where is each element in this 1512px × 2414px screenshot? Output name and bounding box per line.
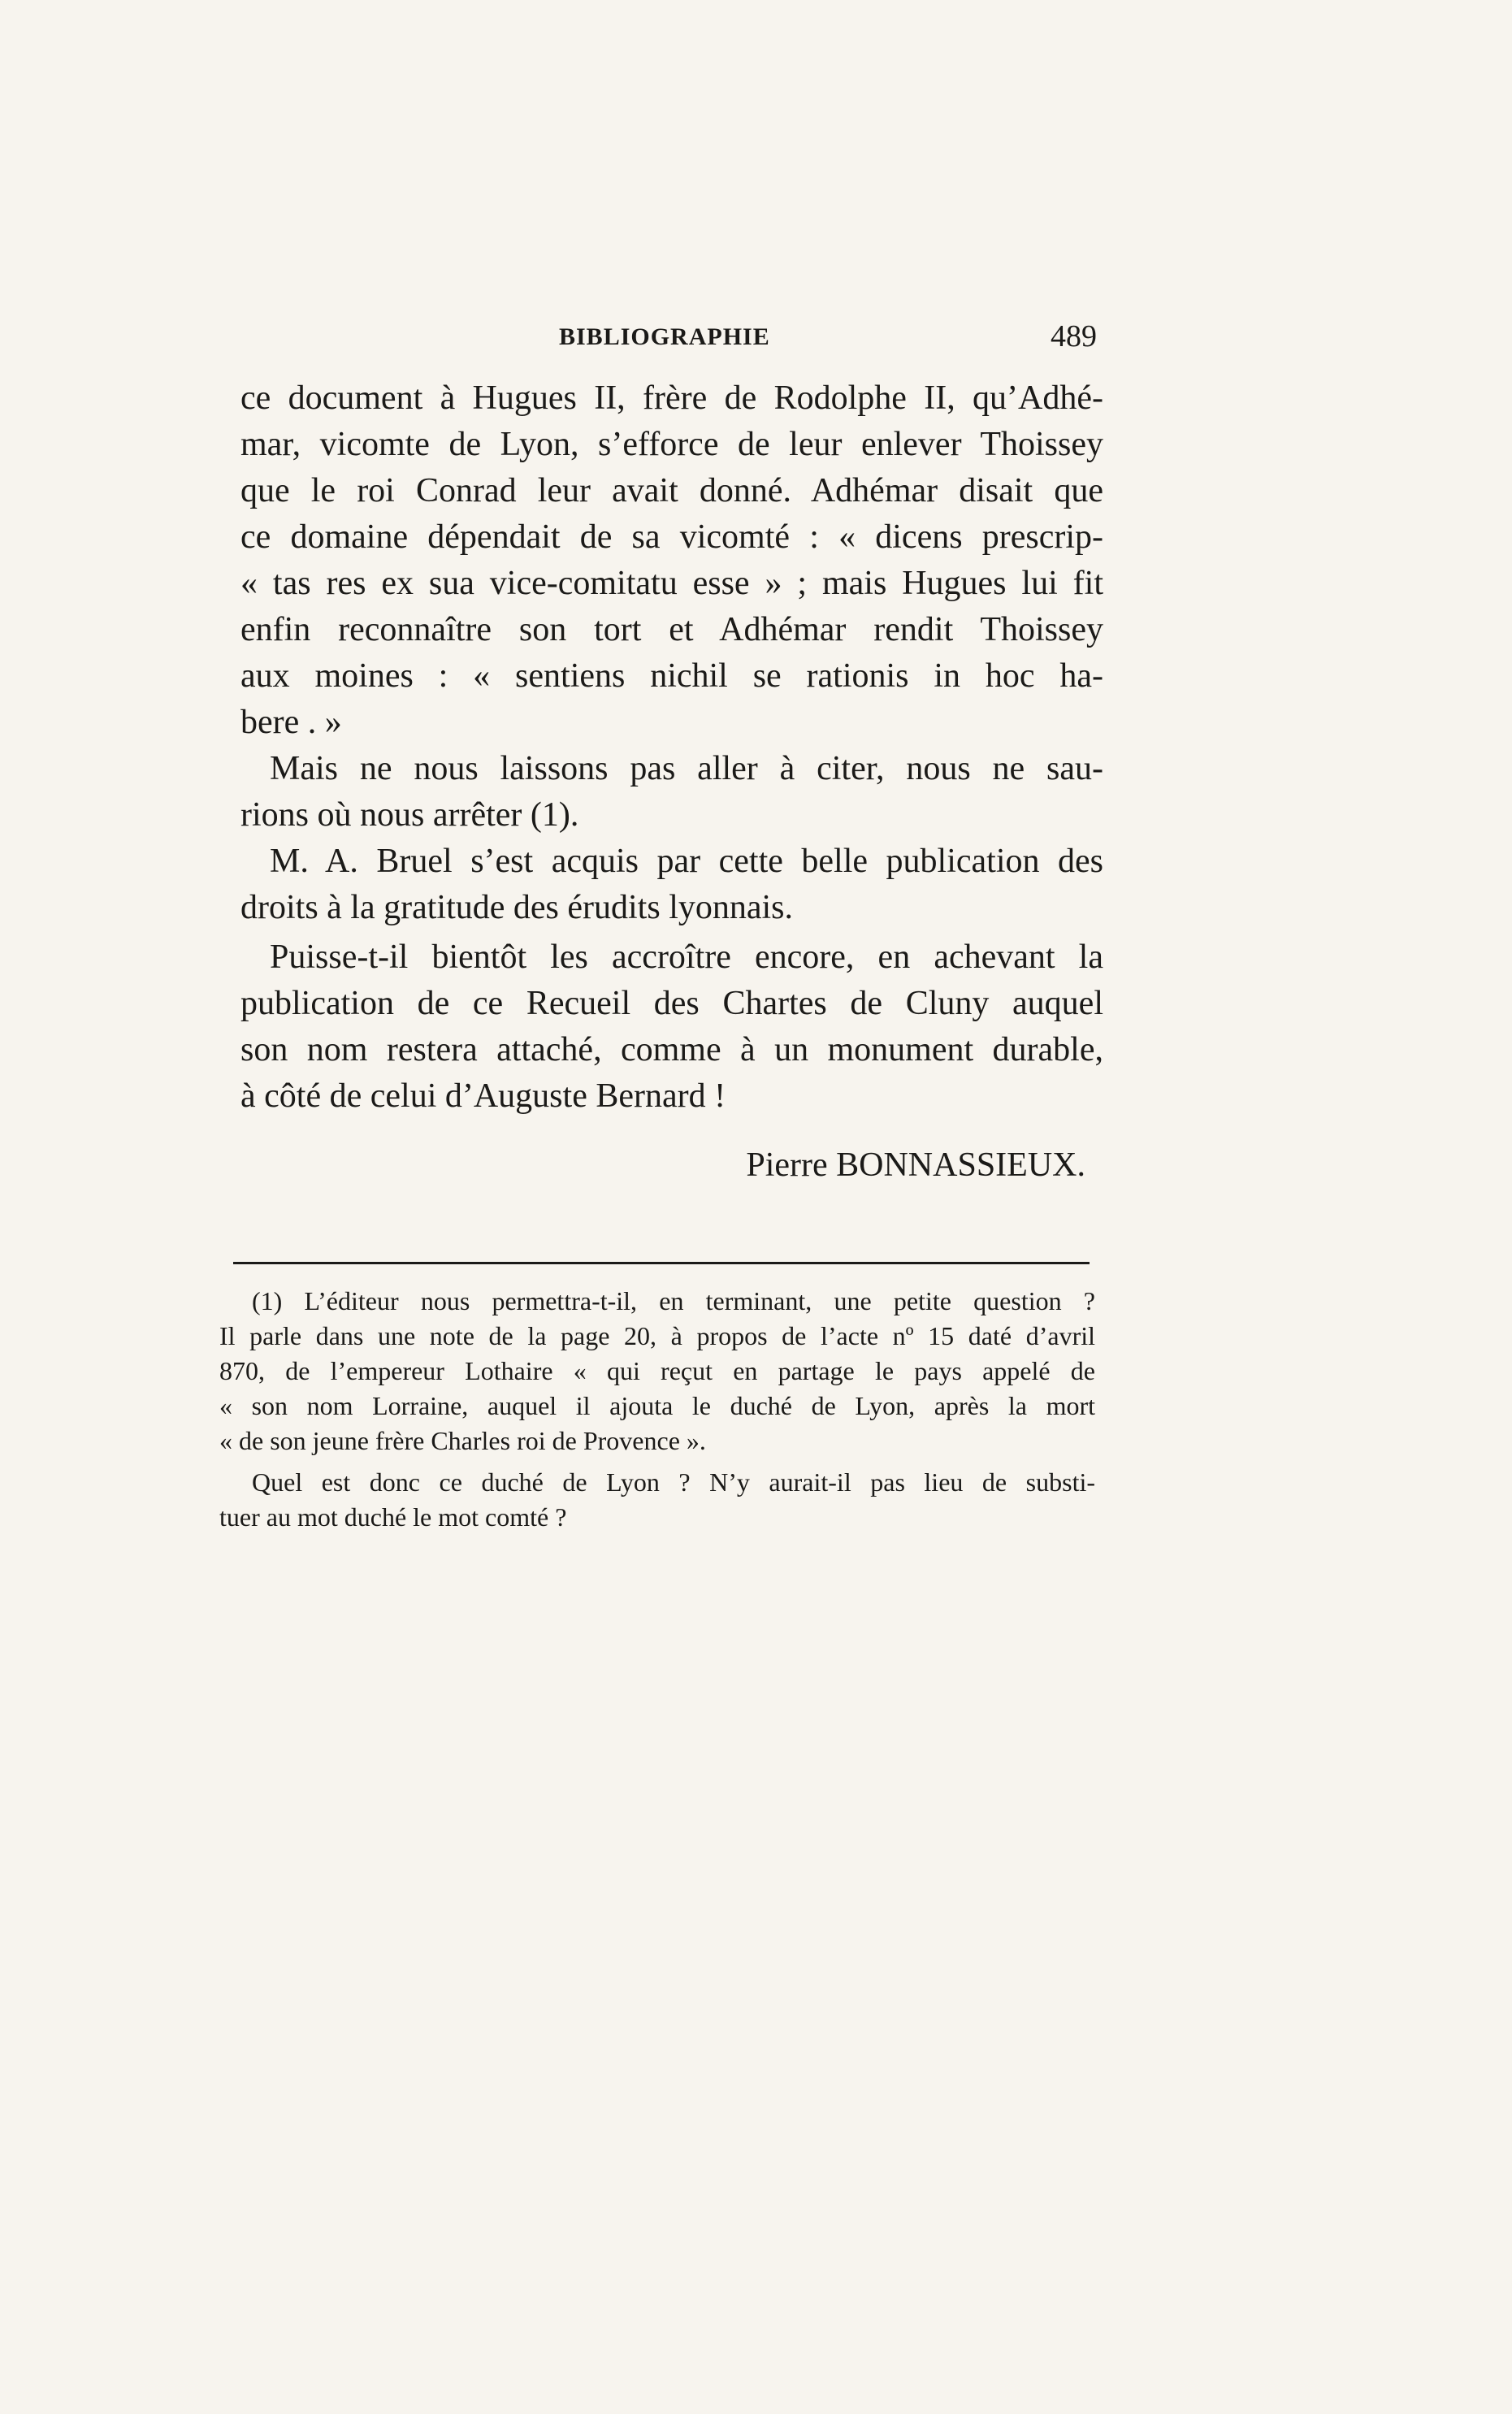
main-text: [240, 375, 1103, 1189]
text-line: ce domaine dépendait de sa vicomté : « dicens prescrip-: [240, 518, 1103, 556]
text-line: enfin reconnaître son tort et Adhémar rendit Thoissey: [240, 611, 1103, 648]
text-line: M. A. Bruel s’est acquis par cette belle publication des: [270, 843, 1103, 880]
footnote-line: tuer au mot duché le mot comté ?: [219, 1502, 567, 1532]
text-line: aux moines : « sentiens nichil se rationis in hoc ha-: [240, 657, 1103, 695]
text-line: publication de ce Recueil des Chartes de Cluny auquel: [240, 985, 1103, 1022]
text-line: Mais ne nous laissons pas aller à citer, nous ne sau-: [270, 750, 1103, 787]
footnote-line: (1) L’éditeur nous permettra-t-il, en terminant, une petite question ?: [252, 1286, 1095, 1315]
footnote-line: « de son jeune frère Charles roi de Provence ».: [219, 1426, 706, 1455]
footnote: [219, 1284, 1095, 1535]
text-line: que le roi Conrad leur avait donné. Adhémar disait que: [240, 472, 1103, 509]
text-line: droits à la gratitude des érudits lyonnais.: [240, 889, 794, 926]
author-signature: Pierre BONNASSIEUX.: [746, 1146, 1085, 1184]
footnote-line: 870, de l’empereur Lothaire « qui reçut en partage le pays appelé de: [219, 1356, 1095, 1385]
text-line: à côté de celui d’Auguste Bernard !: [240, 1077, 726, 1115]
page-number: 489: [1051, 319, 1097, 353]
text-line: bere . »: [240, 704, 342, 741]
text-line: rions où nous arrêter (1).: [240, 796, 579, 834]
footnote-line: « son nom Lorraine, auquel il ajouta le duché de Lyon, après la mort: [219, 1391, 1095, 1420]
running-head: [244, 319, 1097, 364]
text-line: « tas res ex sua vice-comitatu esse » ; mais Hugues lui fit: [240, 565, 1103, 602]
footnote-line: Il parle dans une note de la page 20, à propos de l’acte nº 15 daté d’avril: [219, 1321, 1095, 1350]
text-line: mar, vicomte de Lyon, s’efforce de leur enlever Thoissey: [240, 426, 1103, 463]
text-line: ce document à Hugues II, frère de Rodolphe II, qu’Adhé-: [240, 379, 1103, 417]
footnote-separator: [233, 1262, 1090, 1264]
running-title: BIBLIOGRAPHIE: [559, 323, 770, 350]
text-line: Puisse-t-il bientôt les accroître encore, en achevant la: [270, 938, 1103, 976]
text-line: son nom restera attaché, comme à un monument durable,: [240, 1031, 1103, 1068]
footnote-line: Quel est donc ce duché de Lyon ? N’y aurait-il pas lieu de substi-: [252, 1467, 1095, 1497]
